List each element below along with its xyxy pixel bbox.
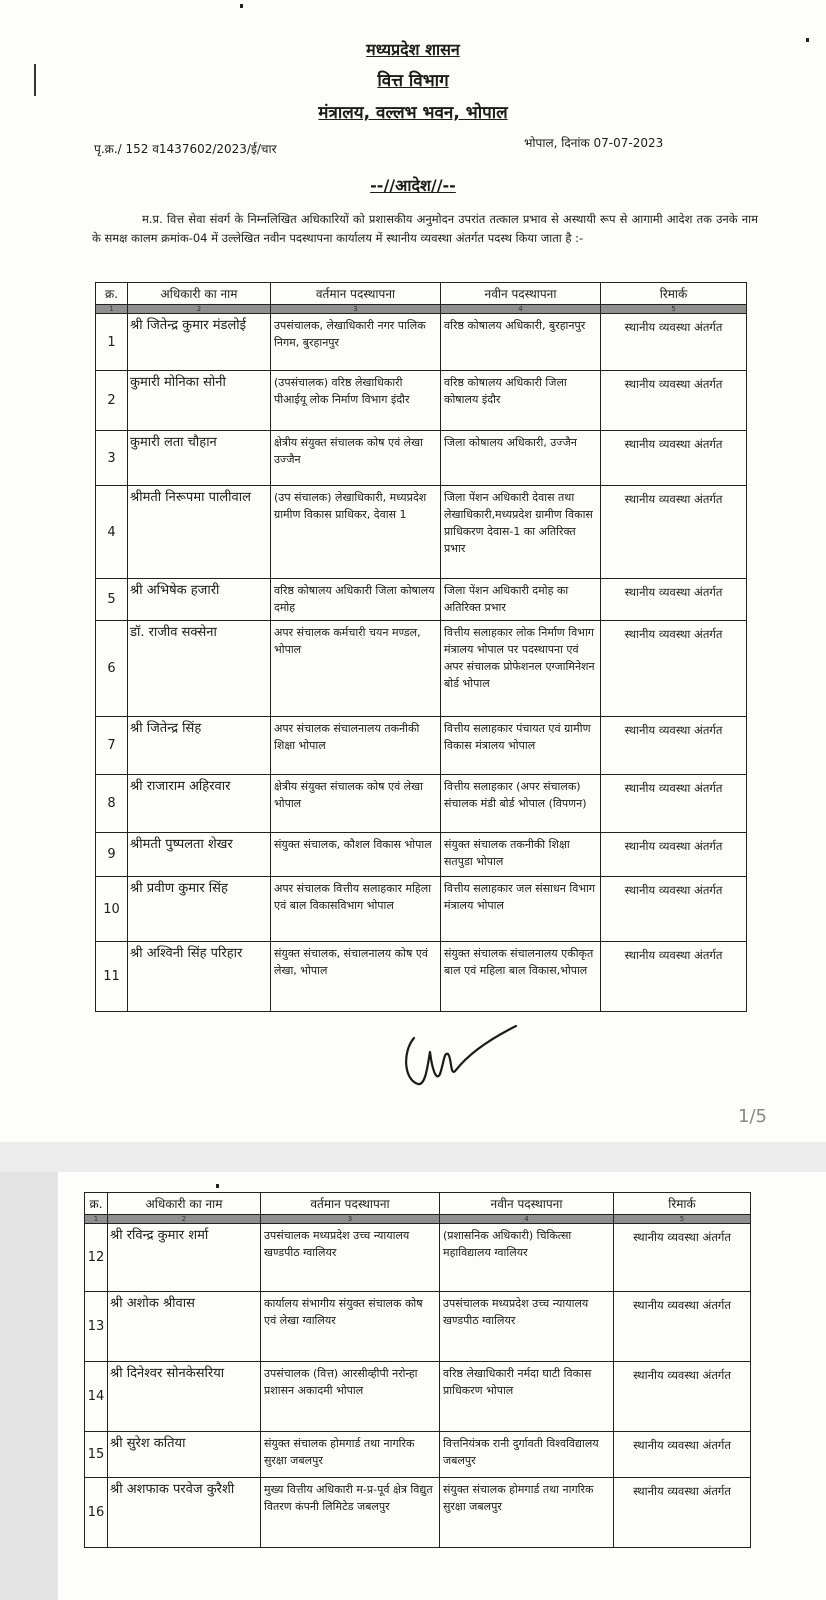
remark: स्थानीय व्यवस्था अंतर्गत [614, 1432, 751, 1478]
remark: स्थानीय व्यवस्था अंतर्गत [614, 1292, 751, 1362]
current-posting: क्षेत्रीय संयुक्त संचालक कोष एवं लेखा भोपाल [271, 775, 441, 833]
current-posting: वरिष्ठ कोषालय अधिकारी जिला कोषालय दमोह [271, 579, 441, 621]
table-row [96, 717, 747, 775]
current-posting: संयुक्त संचालक होमगार्ड तथा नागरिक सुरक्षा जबलपुर [261, 1432, 440, 1478]
new-posting: वित्तीय सलाहकार पंचायत एवं ग्रामीण विकास मंत्रालय भोपाल [441, 717, 601, 775]
serial-number: 8 [96, 775, 128, 833]
order-paragraph: म.प्र. वित्त सेवा संवर्ग के निम्नलिखित अधिकारियों को प्रशासकीय अनुमोदन उपरांत तत्काल प्रभाव से अस्थायी रूप से आगामी आदेश तक उनके नाम के समक्ष कालम क्रमांक-04 में उल्लेखित नवीन पदस्थापना कार्यालय में स्थानीय व्यवस्था अंतर्गत पदस्थ किया जाता है :- [92, 212, 758, 245]
column-header: वर्तमान पदस्थापना [271, 283, 441, 305]
header-government: मध्यप्रदेश शासन [366, 40, 460, 59]
remark: स्थानीय व्यवस्था अंतर्गत [601, 877, 747, 942]
column-header: रिमार्क [601, 283, 747, 305]
remark: स्थानीय व्यवस्था अंतर्गत [601, 942, 747, 1012]
column-number: 1 [85, 1215, 108, 1224]
officer-name: श्री सुरेश कतिया [108, 1432, 261, 1478]
current-posting: (उप संचालक) लेखाधिकारी, मध्यप्रदेश ग्रामीण विकास प्राधिकर, देवास 1 [271, 486, 441, 579]
remark: स्थानीय व्यवस्था अंतर्गत [601, 486, 747, 579]
officer-name: श्रीमती निरूपमा पालीवाल [128, 486, 271, 579]
officer-name: श्रीमती पुष्पलता शेखर [128, 833, 271, 877]
table-row [85, 1224, 751, 1292]
column-number: 4 [440, 1215, 614, 1224]
new-posting: वित्तीय सलाहकार जल संसाधन विभाग मंत्रालय भोपाल [441, 877, 601, 942]
table-row [96, 579, 747, 621]
officer-name: श्री अभिषेक हजारी [128, 579, 271, 621]
table-row [96, 775, 747, 833]
remark: स्थानीय व्यवस्था अंतर्गत [614, 1362, 751, 1432]
column-number: 3 [261, 1215, 440, 1224]
column-number: 5 [601, 305, 747, 314]
column-number: 4 [441, 305, 601, 314]
column-header: वर्तमान पदस्थापना [261, 1193, 440, 1215]
current-posting: उपसंचालक, लेखाधिकारी नगर पालिक निगम, बुरहानपुर [271, 314, 441, 371]
column-header: अधिकारी का नाम [128, 283, 271, 305]
serial-number: 14 [85, 1362, 108, 1432]
table-row [96, 833, 747, 877]
officer-name: श्री राजाराम अहिरवार [128, 775, 271, 833]
remark: स्थानीय व्यवस्था अंतर्गत [601, 579, 747, 621]
serial-number: 2 [96, 371, 128, 431]
current-posting: क्षेत्रीय संयुक्त संचालक कोष एवं लेखा उज्जैन [271, 431, 441, 486]
new-posting: वित्तीय सलाहकार (अपर संचालक) संचालक मंडी बोर्ड भोपाल (विपणन) [441, 775, 601, 833]
posting-table-continued [84, 1192, 751, 1548]
column-number: 5 [614, 1215, 751, 1224]
new-posting: वरिष्ठ लेखाधिकारी नर्मदा घाटी विकास प्राधिकरण भोपाल [440, 1362, 614, 1432]
new-posting: संयुक्त संचालक होमगार्ड तथा नागरिक सुरक्षा जबलपुर [440, 1478, 614, 1548]
remark: स्थानीय व्यवस्था अंतर्गत [601, 431, 747, 486]
remark: स्थानीय व्यवस्था अंतर्गत [614, 1478, 751, 1548]
column-number: 2 [108, 1215, 261, 1224]
table-row [96, 371, 747, 431]
margin-mark [34, 64, 36, 96]
posting-table [95, 282, 747, 1012]
current-posting: (उपसंचालक) वरिष्ठ लेखाधिकारी पीआईयू लोक निर्माण विभाग इंदौर [271, 371, 441, 431]
officer-name: श्री अश्विनी सिंह परिहार [128, 942, 271, 1012]
remark: स्थानीय व्यवस्था अंतर्गत [601, 371, 747, 431]
current-posting: संयुक्त संचालक, कौशल विकास भोपाल [271, 833, 441, 877]
table-row [96, 314, 747, 371]
current-posting: संयुक्त संचालक, संचालनालय कोष एवं लेखा, भोपाल [271, 942, 441, 1012]
serial-number: 1 [96, 314, 128, 371]
officer-name: श्री जितेन्द्र कुमार मंडलोई [128, 314, 271, 371]
remark: स्थानीय व्यवस्था अंतर्गत [601, 314, 747, 371]
page-gap [0, 1142, 826, 1172]
officer-name: श्री जितेन्द्र सिंह [128, 717, 271, 775]
new-posting: उपसंचालक मध्यप्रदेश उच्च न्यायालय खण्डपीठ ग्वालियर [440, 1292, 614, 1362]
serial-number: 7 [96, 717, 128, 775]
scan-mark [806, 38, 809, 42]
new-posting: जिला पेंशन अधिकारी देवास तथा लेखाधिकारी,मध्यप्रदेश ग्रामीण विकास प्राधिकरण देवास-1 का अतिरिक्त प्रभार [441, 486, 601, 579]
column-number: 1 [96, 305, 128, 314]
officer-name: डॉ. राजीव सक्सेना [128, 621, 271, 717]
new-posting: वित्तनियंत्रक रानी दुर्गावती विश्वविद्यालय जबलपुर [440, 1432, 614, 1478]
current-posting: उपसंचालक मध्यप्रदेश उच्च न्यायालय खण्डपीठ ग्वालियर [261, 1224, 440, 1292]
column-header: क्र. [85, 1193, 108, 1215]
remark: स्थानीय व्यवस्था अंतर्गत [601, 775, 747, 833]
current-posting: उपसंचालक (वित्त) आरसीव्हीपी नरोन्हा प्रशासन अकादमी भोपाल [261, 1362, 440, 1432]
new-posting: संयुक्त संचालक तकनीकी शिक्षा सतपुडा भोपाल [441, 833, 601, 877]
scan-mark [240, 4, 243, 8]
serial-number: 6 [96, 621, 128, 717]
scan-mark [216, 1184, 219, 1188]
serial-number: 4 [96, 486, 128, 579]
reference-number: पृ.क्र./ 152 व1437602/2023/ई/चार [94, 142, 277, 156]
new-posting: जिला पेंशन अधिकारी दमोह का अतिरिक्त प्रभार [441, 579, 601, 621]
current-posting: अपर संचालक संचालनालय तकनीकी शिक्षा भोपाल [271, 717, 441, 775]
new-posting: वरिष्ठ कोषालय अधिकारी जिला कोषालय इंदौर [441, 371, 601, 431]
header-department: वित्त विभाग [377, 71, 449, 91]
table-row [85, 1362, 751, 1432]
column-header: अधिकारी का नाम [108, 1193, 261, 1215]
header-address: मंत्रालय, वल्लभ भवन, भोपाल [318, 103, 508, 123]
new-posting: जिला कोषालय अधिकारी, उज्जैन [441, 431, 601, 486]
serial-number: 10 [96, 877, 128, 942]
new-posting: वित्तीय सलाहकार लोक निर्माण विभाग मंत्रालय भोपाल पर पदस्थापना एवं अपर संचालक प्रोफेशनल एग्जामिनेशन बोर्ड भोपाल [441, 621, 601, 717]
table-row [85, 1478, 751, 1548]
table-row [85, 1432, 751, 1478]
table-row [96, 431, 747, 486]
page-shadow [0, 1172, 58, 1600]
current-posting: मुख्य वित्तीय अधिकारी म-प्र-पूर्व क्षेत्र विद्युत वितरण कंपनी लिमिटेड जबलपुर [261, 1478, 440, 1548]
column-header: नवीन पदस्थापना [441, 283, 601, 305]
page-indicator: 1/5 [738, 1106, 767, 1127]
officer-name: कुमारी मोनिका सोनी [128, 371, 271, 431]
table-row [96, 877, 747, 942]
table-row [85, 1292, 751, 1362]
officer-name: श्री अशोक श्रीवास [108, 1292, 261, 1362]
column-number: 3 [271, 305, 441, 314]
officer-name: श्री प्रवीण कुमार सिंह [128, 877, 271, 942]
remark: स्थानीय व्यवस्था अंतर्गत [601, 717, 747, 775]
column-header: रिमार्क [614, 1193, 751, 1215]
serial-number: 16 [85, 1478, 108, 1548]
remark: स्थानीय व्यवस्था अंतर्गत [614, 1224, 751, 1292]
serial-number: 11 [96, 942, 128, 1012]
new-posting: वरिष्ठ कोषालय अधिकारी, बुरहानपुर [441, 314, 601, 371]
remark: स्थानीय व्यवस्था अंतर्गत [601, 833, 747, 877]
table-row [96, 942, 747, 1012]
officer-name: श्री अशफाक परवेज कुरैशी [108, 1478, 261, 1548]
remark: स्थानीय व्यवस्था अंतर्गत [601, 621, 747, 717]
current-posting: अपर संचालक वित्तीय सलाहकार महिला एवं बाल विकासविभाग भोपाल [271, 877, 441, 942]
column-header: नवीन पदस्थापना [440, 1193, 614, 1215]
table-row [96, 486, 747, 579]
serial-number: 13 [85, 1292, 108, 1362]
serial-number: 9 [96, 833, 128, 877]
table-row [96, 621, 747, 717]
order-date: भोपाल, दिनांक 07-07-2023 [524, 136, 664, 150]
serial-number: 3 [96, 431, 128, 486]
officer-name: कुमारी लता चौहान [128, 431, 271, 486]
column-header: क्र. [96, 283, 128, 305]
signature [400, 1022, 520, 1094]
document-page-2 [0, 1172, 826, 1600]
serial-number: 12 [85, 1224, 108, 1292]
column-number: 2 [128, 305, 271, 314]
current-posting: कार्यालय संभागीय संयुक्त संचालक कोष एवं लेखा ग्वालियर [261, 1292, 440, 1362]
officer-name: श्री दिनेश्वर सोनकेसरिया [108, 1362, 261, 1432]
current-posting: अपर संचालक कर्मचारी चयन मण्डल, भोपाल [271, 621, 441, 717]
officer-name: श्री रविन्द्र कुमार शर्मा [108, 1224, 261, 1292]
new-posting: (प्रशासनिक अधिकारी) चिकित्सा महाविद्यालय ग्वालियर [440, 1224, 614, 1292]
serial-number: 5 [96, 579, 128, 621]
serial-number: 15 [85, 1432, 108, 1478]
new-posting: संयुक्त संचालक संचालनालय एकीकृत बाल एवं महिला बाल विकास,भोपाल [441, 942, 601, 1012]
order-title: --//आदेश//-- [370, 176, 456, 195]
